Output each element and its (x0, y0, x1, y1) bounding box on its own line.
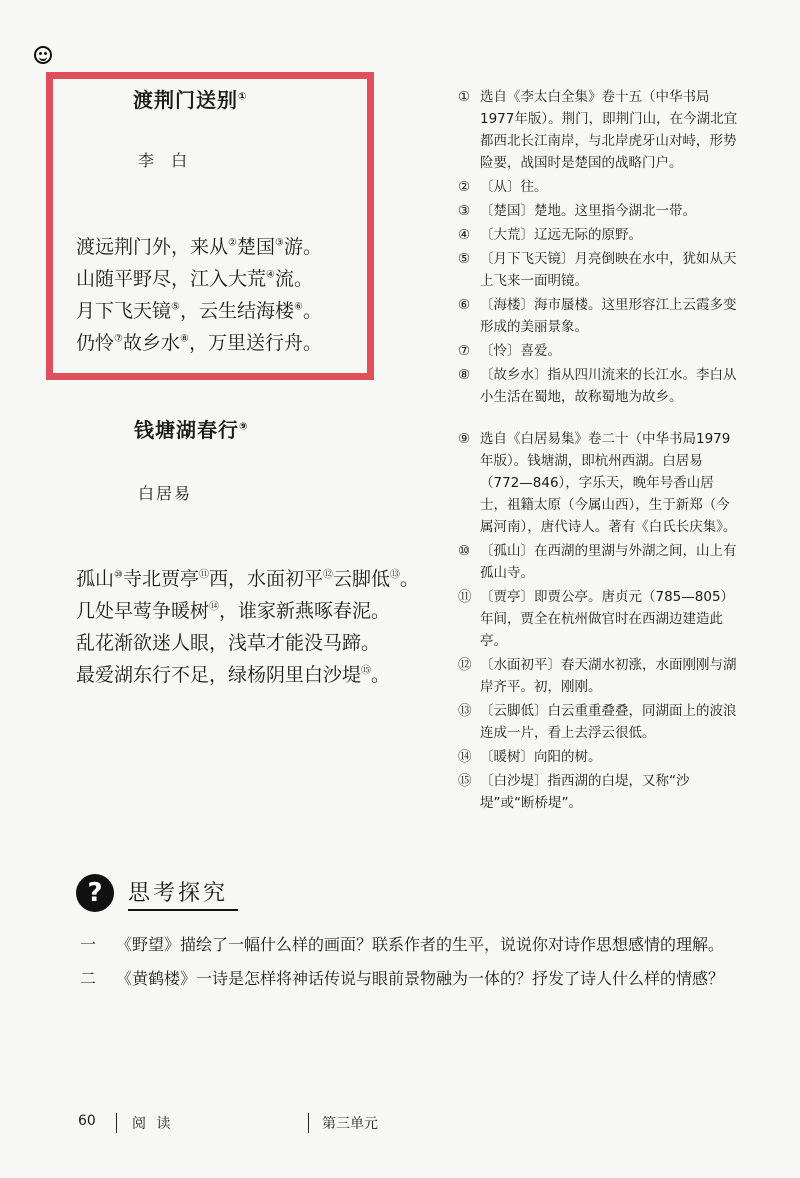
footnote (458, 248, 740, 292)
footnote-number: ① (458, 89, 471, 105)
footnote-text: 〔水面初平〕春天湖水初涨，水面刚刚与湖岸齐平。初，刚刚。 (480, 657, 737, 695)
poem-text: 山随平野尽，江入大荒 (76, 268, 267, 290)
footnote (458, 364, 740, 408)
footnote-number: ⑦ (458, 343, 471, 359)
poem2-author: 白居易 (138, 484, 193, 503)
footnote-number: ⑫ (458, 657, 472, 673)
think-section-title: 思考探究 (128, 881, 229, 906)
question-text: 《黄鹤楼》一诗是怎样将神话传说与眼前景物融为一体的？抒发了诗人什么样的情感？ (116, 969, 725, 988)
footnote (458, 294, 740, 338)
footnote-text: 〔海楼〕海市蜃楼。这里形容江上云霞多变形成的美丽景象。 (480, 297, 737, 335)
title-underline (128, 909, 238, 911)
poem-line (76, 595, 419, 627)
question-number: 一 (80, 935, 97, 954)
footnote-number: ⑤ (458, 251, 471, 267)
question-text: 《野望》描绘了一幅什么样的画面？联系作者的生平，说说你对诗作思想感情的理解。 (116, 935, 725, 954)
poem-text: 几处早莺争暖树 (76, 600, 210, 622)
poem-text: 流。 (274, 268, 313, 290)
footnote-text: 〔怜〕喜爱。 (480, 343, 561, 359)
footer-unit-label: 第三单元 (322, 1116, 378, 1132)
poem-text: 乱花渐欲迷人眼，浅草才能没马蹄。 (76, 632, 381, 654)
question-number: 二 (80, 969, 97, 988)
poem-line (76, 563, 419, 595)
footnote-marker: ⑥ (294, 301, 303, 313)
footnote (458, 586, 740, 652)
footnote-number: ⑥ (458, 297, 471, 313)
poem-line (76, 659, 419, 691)
footnote (458, 224, 740, 246)
footnote (458, 86, 740, 174)
footnote-number: ② (458, 179, 471, 195)
footnote-marker: ⑧ (180, 333, 189, 345)
footnote-number: ⑧ (458, 367, 471, 383)
poem1-title: 渡荆门送别① (133, 88, 248, 112)
footnote-marker: ⑪ (199, 569, 209, 581)
question-list (80, 930, 740, 998)
footnote-text: 选自《李太白全集》卷十五（中华书局1977年版）。荆门，即荆门山，在今湖北宜都西北长江南岸，与北岸虎牙山对峙，形势险要，战国时是楚国的战略门户。 (480, 89, 738, 171)
poem-text: 故乡水 (122, 332, 180, 354)
poem-text: 渡远荆门外，来从 (76, 236, 229, 258)
footnote (458, 176, 740, 198)
footnote (458, 746, 740, 768)
footnote-number: ⑭ (458, 749, 472, 765)
footnotes-poem1 (458, 86, 740, 410)
question-icon: ? (76, 874, 114, 912)
footnote-text: 选自《白居易集》卷二十（中华书局1979年版）。钱塘湖，即杭州西湖。白居易（772—846），字乐天，晚年号香山居士，祖籍太原（今属山西），生于新郑（今属河南），唐代诗人。著有《白氏长庆集》。 (480, 431, 737, 535)
footnote-text: 〔从〕往。 (480, 179, 548, 195)
question-item (80, 930, 740, 960)
poem-text: 西，水面初平 (209, 568, 324, 590)
footnote (458, 700, 740, 744)
footnote (458, 654, 740, 698)
footnote-text: 〔故乡水〕指从四川流来的长江水。李白从小生活在蜀地，故称蜀地为故乡。 (480, 367, 737, 405)
smiley-icon (34, 46, 52, 64)
poem1-author: 李 白 (138, 151, 194, 170)
poem-text: 。 (302, 300, 322, 322)
footnote-marker: ⑮ (361, 665, 372, 677)
footer-divider (308, 1113, 309, 1133)
footnote-number: ④ (458, 227, 471, 243)
footnote-number: ③ (458, 203, 471, 219)
poem-line (76, 231, 322, 263)
poem-text: 。 (371, 664, 391, 686)
poem-line (76, 327, 322, 359)
footnotes-poem2 (458, 428, 740, 816)
footnote-text: 〔白沙堤〕指西湖的白堤，又称“沙堤”或“断桥堤”。 (480, 773, 690, 811)
poem2-title: 钱塘湖春行⑨ (134, 418, 249, 442)
footnote (458, 428, 740, 538)
footnote-text: 〔孤山〕在西湖的里湖与外湖之间，山上有孤山寺。 (480, 543, 737, 581)
footnote-number: ⑮ (458, 773, 472, 789)
poem-text: ，万里送行舟。 (188, 332, 322, 354)
footnote-text: 〔大荒〕辽远无际的原野。 (480, 227, 642, 243)
poem-text: 云脚低 (333, 568, 391, 590)
footer-divider (116, 1113, 117, 1133)
poem-line (76, 627, 419, 659)
footnote-marker: ⑦ (114, 333, 123, 345)
footnote (458, 540, 740, 584)
poem-text: 。 (400, 568, 420, 590)
footnote-marker: ⑬ (390, 569, 401, 581)
poem-text: 最爱湖东行不足，绿杨阴里白沙堤 (76, 664, 362, 686)
footnote-marker: ④ (266, 269, 275, 281)
footnote-marker: ⑭ (209, 601, 220, 613)
poem-line (76, 295, 322, 327)
poem-text: 仍怜 (76, 332, 115, 354)
poem-text: 孤山 (76, 568, 115, 590)
footnote-text: 〔贾亭〕即贾公亭。唐贞元（785—805）年间，贾全在杭州做官时在西湖边建造此亭。 (480, 589, 735, 649)
footnote-text: 〔月下飞天镜〕月亮倒映在水中，犹如从天上飞来一面明镜。 (480, 251, 737, 289)
footnote-number: ⑨ (458, 431, 471, 447)
footnote-number: ⑩ (458, 543, 471, 559)
poem2-body (76, 563, 419, 691)
footnote-number: ⑪ (458, 589, 472, 605)
footnote-marker: ⑤ (171, 301, 180, 313)
poem-text: 游。 (283, 236, 322, 258)
poem-text: ，谁家新燕啄春泥。 (219, 600, 391, 622)
poem-line (76, 263, 322, 295)
footnote (458, 200, 740, 222)
poem-text: 月下飞天镜 (76, 300, 172, 322)
footnote-marker: ⑩ (114, 569, 123, 581)
footnote-marker: ② (228, 237, 237, 249)
footnote-text: 〔云脚低〕白云重重叠叠，同湖面上的波浪连成一片，看上去浮云很低。 (480, 703, 737, 741)
footnote-number: ⑬ (458, 703, 472, 719)
footnote-text: 〔楚国〕楚地。这里指今湖北一带。 (480, 203, 696, 219)
page-number: 60 (78, 1113, 96, 1129)
footnote (458, 340, 740, 362)
footnote-text: 〔暖树〕向阳的树。 (480, 749, 602, 765)
footer-section-label: 阅 读 (132, 1116, 174, 1132)
poem-text: 寺北贾亭 (122, 568, 199, 590)
poem1-body (76, 231, 322, 359)
poem-text: ，云生结海楼 (179, 300, 294, 322)
poem-text: 楚国 (236, 236, 275, 258)
footnote (458, 770, 740, 814)
question-item (80, 964, 740, 994)
footnote-marker: ③ (275, 237, 284, 249)
footnote-marker: ⑫ (323, 569, 334, 581)
